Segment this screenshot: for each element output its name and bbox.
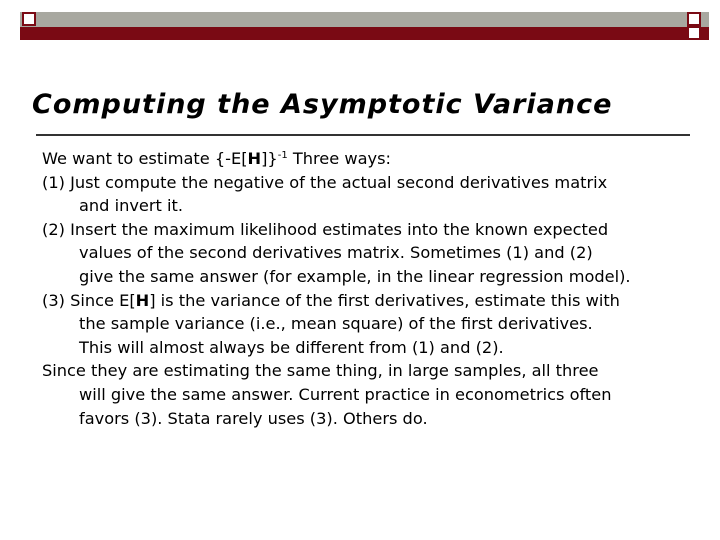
intro-text-after: ]} [261,149,278,168]
conclusion-line-2: will give the same answer. Current practice in econometrics often [79,384,612,404]
method-2-line-1: (2) Insert the maximum likelihood estimates into the known expected [42,219,609,239]
intro-matrix-symbol: H [247,149,262,168]
method-3-line-2: the sample variance (i.e., mean square) of the first derivatives. [79,314,593,334]
method-3-prefix: (3) Since E[ [42,290,136,310]
header-red-strip [20,27,709,40]
method-1-line-1: (1) Just compute the negative of the actual second derivatives matrix [42,172,608,192]
intro-text: We want to estimate {-E[ [42,149,248,168]
intro-text-end: Three ways: [287,149,391,168]
title-underline [36,134,690,136]
method-3-line-1: ] is the variance of the first derivatives, estimate this with [149,290,620,310]
method-3-matrix-symbol: H [135,290,150,310]
method-2-line-3: give the same answer (for example, in the linear regression model). [79,266,631,286]
intro-superscript: -1 [277,150,288,161]
method-1 [42,171,702,218]
conclusion-line-1: Since they are estimating the same thing, in large samples, all three [42,361,599,381]
conclusion-line-3: favors (3). Stata rarely uses (3). Others do. [79,408,428,428]
header-square-right-bottom-icon [687,26,701,40]
slide-title: Computing the Asymptotic Variance [32,89,613,120]
header-square-left-icon [22,12,36,26]
conclusion [42,359,702,430]
method-3-line-3: This will almost always be different from (1) and (2). [79,337,504,357]
header-decoration-bar [20,12,709,40]
header-gray-strip [20,12,709,27]
method-3 [42,289,702,360]
method-1-line-2: and invert it. [79,196,184,216]
intro-line [42,147,702,171]
slide-body [42,147,702,430]
method-2 [42,218,702,289]
method-2-line-2: values of the second derivatives matrix. Sometimes (1) and (2) [79,243,593,263]
header-square-right-top-icon [687,12,701,26]
